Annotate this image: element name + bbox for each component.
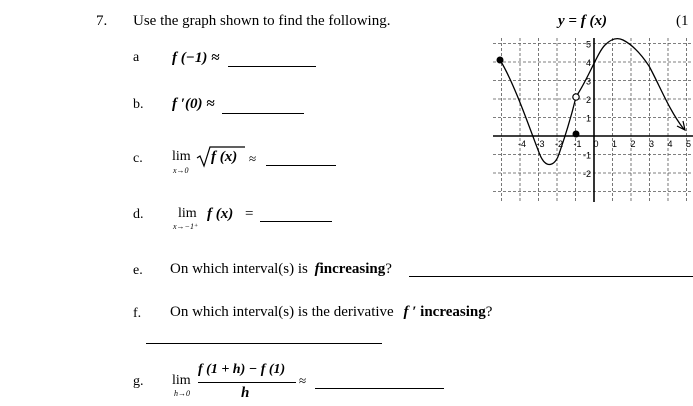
x-tick-label: 1	[611, 139, 618, 149]
part-e-text: On which interval(s) is	[170, 261, 308, 277]
part-g-fraction-bar	[198, 382, 296, 383]
part-d-lim: lim	[178, 206, 197, 221]
part-e-bold: increasing	[319, 261, 386, 277]
part-d-answer-blank[interactable]	[260, 221, 332, 222]
x-tick-label: 5	[685, 139, 692, 149]
problem-number: 7.	[96, 13, 108, 29]
part-e-question	[170, 261, 392, 278]
part-c-relation: ≈	[249, 151, 257, 166]
part-f-answer-blank[interactable]	[146, 343, 382, 344]
part-c-label: c.	[133, 151, 143, 166]
x-tick-label: -1	[573, 139, 582, 149]
part-g-denominator: h	[241, 385, 250, 401]
graph-title: y = f (x)	[558, 13, 607, 29]
part-g-relation: ≈	[299, 373, 307, 388]
x-tick-label: 2	[630, 139, 636, 149]
y-tick-label: 5	[585, 39, 591, 50]
part-g-numerator: f (1 + h) − f (1)	[198, 362, 286, 377]
part-c-lim-sub: x→0	[173, 166, 189, 175]
curve-right-piece	[579, 39, 685, 130]
part-a-expression: f (−1) ≈	[172, 50, 220, 66]
part-g-answer-blank[interactable]	[315, 388, 444, 389]
x-tick-label: -4	[517, 139, 527, 149]
part-c-lim: lim	[172, 149, 191, 164]
part-e-function: f	[314, 261, 320, 277]
closed-point-axis	[573, 131, 580, 138]
part-b-answer-blank[interactable]	[222, 113, 304, 114]
part-c-expression: f (x)	[211, 149, 238, 165]
part-f-bold: increasing	[420, 304, 486, 320]
part-g-lim: lim	[172, 373, 191, 388]
part-e-end: ?	[385, 261, 392, 277]
graph-grid	[493, 38, 693, 202]
y-tick-labels	[583, 40, 591, 180]
graph-title-clipped: (1	[676, 13, 689, 29]
open-point	[573, 94, 579, 100]
part-d-relation: =	[245, 206, 254, 222]
part-a-label: a	[133, 50, 140, 65]
part-d-expression: f (x)	[207, 206, 234, 222]
x-tick-label: -3	[536, 139, 545, 149]
x-tick-label: 0	[593, 139, 599, 149]
part-f-label: f.	[133, 306, 142, 321]
part-g-label: g.	[133, 374, 144, 389]
part-f-question	[170, 304, 492, 321]
part-b-expression: f ′(0) ≈	[172, 96, 215, 112]
part-d-lim-sub: x→−1⁺	[173, 222, 199, 231]
part-d-label: d.	[133, 207, 144, 222]
y-tick-label: 4	[585, 58, 591, 68]
x-tick-labels	[518, 139, 691, 149]
part-f-end: ?	[485, 304, 493, 320]
x-tick-label: -2	[554, 139, 564, 149]
part-e-label: e.	[133, 263, 143, 278]
part-g-lim-sub: h→0	[174, 389, 190, 398]
part-b-label: b.	[133, 97, 144, 112]
x-tick-label: 4	[667, 139, 673, 149]
x-tick-label: 3	[648, 139, 655, 149]
y-tick-label: 2	[585, 95, 591, 105]
function-graph	[493, 34, 693, 204]
part-f-text: On which interval(s) is the derivative	[170, 304, 394, 320]
part-e-answer-blank[interactable]	[409, 276, 693, 277]
y-tick-label: 3	[585, 76, 591, 87]
part-f-function: f ′	[403, 304, 417, 320]
part-c-answer-blank[interactable]	[266, 165, 336, 166]
closed-point-left	[497, 57, 504, 64]
problem-prompt: Use the graph shown to find the following.	[133, 13, 391, 29]
y-tick-label: 1	[585, 113, 591, 124]
y-tick-label: -2	[582, 169, 591, 179]
y-tick-label: -1	[582, 150, 591, 161]
part-a-answer-blank[interactable]	[228, 66, 316, 67]
